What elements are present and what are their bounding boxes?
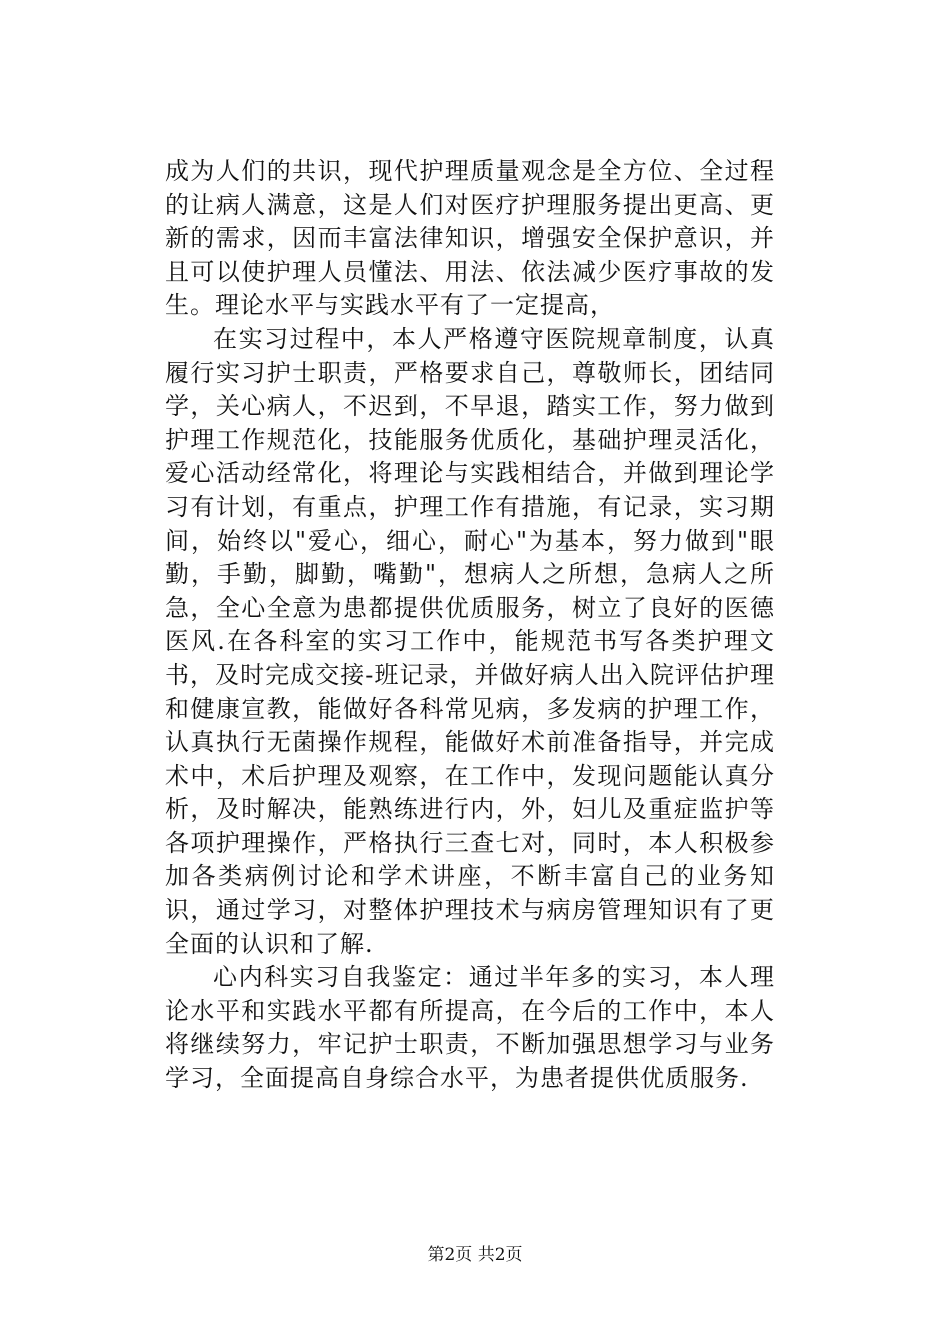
paragraph-continuation: 成为人们的共识，现代护理质量观念是全方位、全过程的让病人满意，这是人们对医疗护理服务提出更高、更新的需求，因而丰富法律知识，增强安全保护意识，并且可以使护理人员懂法、用法、依法减少医疗事故的发生。理论水平与实践水平有了一定提高， [165, 157, 775, 320]
page-number-footer: 第2页 共2页 [427, 1245, 523, 1265]
document-body [165, 155, 775, 1096]
paragraph-self-assessment: 心内科实习自我鉴定：通过半年多的实习，本人理论水平和实践水平都有所提高，在今后的工作中，本人将继续努力，牢记护士职责，不断加强思想学习与业务学习，全面提高自身综合水平，为患者提供优质服务. [165, 963, 775, 1093]
paragraph-internship-process: 在实习过程中，本人严格遵守医院规章制度，认真履行实习护士职责，严格要求自己，尊敬师长，团结同学，关心病人，不迟到，不早退，踏实工作，努力做到护理工作规范化，技能服务优质化，基础护理灵活化，爱心活动经常化，将理论与实践相结合，并做到理论学习有计划，有重点，护理工作有措施，有记录，实习期间，始终以"爱心，细心，耐心"为基本，努力做到"眼勤，手勤，脚勤，嘴勤"，想病人之所想，急病人之所急，全心全意为患都提供优质服务，树立了良好的医德医风.在各科室的实习工作中，能规范书写各类护理文书，及时完成交接-班记录，并做好病人出入院评估护理和健康宣教，能做好各科常见病，多发病的护理工作，认真执行无菌操作规程，能做好术前准备指导，并完成术中，术后护理及观察，在工作中，发现问题能认真分析，及时解决，能熟练进行内，外，妇儿及重症监护等各项护理操作，严格执行三查七对，同时，本人积极参加各类病例讨论和学术讲座，不断丰富自己的业务知识，通过学习，对整体护理技术与病房管理知识有了更全面的认识和了解. [165, 324, 775, 958]
